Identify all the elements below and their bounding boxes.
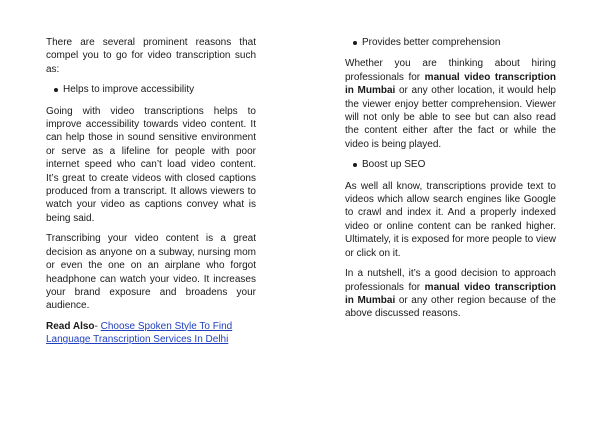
- bullet-label: Provides better comprehension: [362, 37, 501, 48]
- bullet-label: Helps to improve accessibility: [63, 84, 195, 96]
- left-column: [46, 36, 256, 354]
- read-also-separator: -: [94, 320, 101, 332]
- conclusion-text-b: or any other region because of the above discussed reasons.: [345, 294, 556, 320]
- comprehension-text-b: or any other location, it would help the viewer enjoy better comprehension. Viewer will not only be able to see but can also read the content either after the fact or while the video is being played.: [345, 85, 556, 150]
- transcribing-paragraph: Transcribing your video content is a great decision as anyone on a subway, nursing mom or even the one on an airplane who forgot headphone can watch your video. It increases your brand exposure and broadens your audience.: [46, 233, 256, 312]
- bullet-dot-icon: [54, 88, 58, 92]
- seo-paragraph: As well all know, transcriptions provide text to videos which allow search engines like Google to crawl and index it. And a properly indexed video or online content can be ranked higher. Ultimately, it is exposed for more people to view or click on it.: [345, 180, 557, 259]
- comprehension-paragraph: [345, 57, 556, 151]
- accessibility-paragraph: Going with video transcriptions helps to improve accessibility towards video content. It can help those in sound sensitive environment or serve as a lifeline for people with poor internet speed who can’t load video content. It’s great to create videos with closed captions produced from a transcript. It allows viewers to watch your video as captions convey what is being said.: [46, 105, 256, 224]
- bullet-accessibility: [46, 83, 256, 96]
- read-also: [46, 320, 256, 347]
- bullet-label: Boost up SEO: [362, 159, 426, 171]
- comprehension-keyword: manual video transcription in Mumbai: [345, 71, 556, 97]
- conclusion-keyword: manual video transcription in Mumbai: [345, 281, 556, 306]
- bullet-seo: [345, 158, 556, 171]
- right-column: [345, 36, 556, 328]
- read-also-link[interactable]: Choose Spoken Style To Find Language Transcription Services In Delhi: [46, 320, 233, 346]
- conclusion-text-a: In a nutshell, it’s a good decision to approach professionals for: [345, 268, 556, 293]
- bullet-dot-icon: [353, 163, 357, 167]
- bullet-dot-icon: [353, 41, 357, 45]
- conclusion-paragraph: [345, 267, 556, 321]
- bullet-comprehension: [345, 36, 556, 49]
- read-also-label: Read Also: [46, 320, 95, 332]
- intro-paragraph: There are several prominent reasons that compel you to go for video transcription such as:: [46, 37, 256, 75]
- comprehension-text-a: Whether you are thinking about hiring professionals for: [345, 58, 556, 83]
